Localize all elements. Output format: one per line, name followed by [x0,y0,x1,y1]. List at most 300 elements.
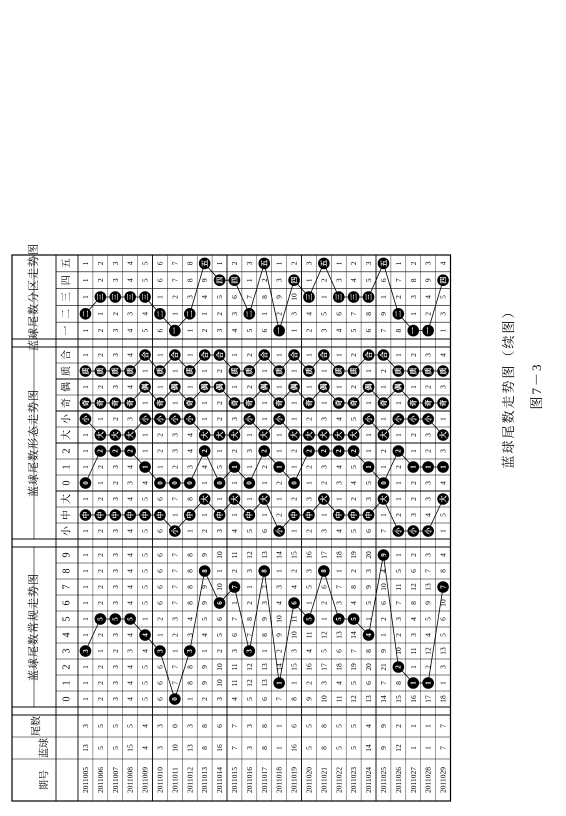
period-cell: 2011014 [215,767,225,793]
omission-cell: 15 [289,551,299,559]
omission-cell: 2 [289,569,299,573]
omission-cell: 4 [334,529,344,533]
header-tail: 尾数 [31,716,43,736]
omission-cell: 7 [378,681,388,685]
omission-cell: 2 [274,481,284,485]
omission-cell: 10 [378,583,388,591]
omission-cell: 1 [80,385,90,389]
omission-cell: 6 [155,697,165,701]
omission-cell: 2 [378,617,388,621]
omission-cell: 1 [304,601,314,605]
omission-cell: 3 [334,601,344,605]
omission-cell: 2 [95,665,105,669]
omission-cell: 4 [423,513,433,517]
hit-marker-label: 4 [364,633,373,637]
hit-marker-label: 三 [96,293,105,301]
hit-marker-label: 大 [260,495,269,503]
hit-marker-label: 小 [394,527,403,535]
tail-cell: 3 [244,724,254,728]
column-header: 8 [61,568,73,574]
omission-cell: 1 [170,401,180,405]
tail-cell: 9 [378,724,388,728]
ball-cell: 15 [125,744,135,752]
column-header: 偶 [61,382,73,392]
omission-cell: 7 [170,497,180,501]
hit-marker-label: 7 [230,585,239,589]
omission-cell: 3 [110,633,120,637]
omission-cell: 3 [215,328,225,333]
omission-cell: 1 [80,665,90,669]
tail-cell: 6 [215,724,225,728]
hit-marker-label: 中 [215,511,224,519]
hit-marker-label: 质 [245,367,254,375]
omission-cell: 2 [274,649,284,653]
omission-cell: 2 [110,311,120,316]
omission-cell: 2 [349,569,359,573]
omission-cell: 13 [334,631,344,639]
omission-cell: 1 [364,449,374,453]
omission-cell: 1 [185,529,195,533]
omission-cell: 6 [155,328,165,333]
omission-cell: 1 [200,311,210,316]
omission-cell: 6 [334,649,344,653]
omission-cell: 2 [95,569,105,573]
omission-cell: 1 [378,417,388,421]
ball-cell: 5 [334,746,344,750]
omission-cell: 2 [274,513,284,517]
omission-cell: 5 [244,697,254,701]
omission-cell: 4 [125,353,135,357]
header-section-shape: 蓝球尾数形态走势图 [28,389,40,497]
omission-cell: 2 [110,481,120,485]
hit-marker-label: 三 [364,293,373,301]
ball-cell: 16 [215,744,225,752]
omission-cell: 2 [110,649,120,653]
hit-marker-label: 1 [275,465,284,469]
period-cell: 2011010 [155,767,165,793]
omission-cell: 3 [229,649,239,653]
omission-cell: 1 [229,601,239,605]
omission-cell: 5 [364,481,374,485]
omission-cell: 1 [274,385,284,389]
omission-cell: 3 [110,569,120,573]
tail-cell: 1 [423,724,433,728]
omission-cell: 11 [289,615,299,623]
omission-cell: 6 [259,697,269,701]
ball-cell: 5 [95,746,105,750]
column-header: 质 [61,366,73,376]
omission-cell: 4 [125,497,135,501]
tail-cell: 8 [200,724,210,728]
column-header: 小 [61,414,73,424]
omission-cell: 1 [259,513,269,517]
hit-marker-label: 3 [81,649,90,653]
omission-cell: 6 [155,569,165,573]
omission-cell: 5 [393,569,403,573]
omission-cell: 4 [349,278,359,283]
omission-cell: 1 [80,569,90,573]
column-header: 2 [61,664,73,670]
omission-cell: 11 [334,695,344,703]
omission-cell: 5 [423,617,433,621]
hit-marker-label: 小 [275,527,284,535]
omission-cell: 11 [304,631,314,639]
hit-marker-label: 二 [245,310,254,318]
hit-marker-label: 五 [260,259,269,267]
hit-marker-label: 合 [290,351,299,359]
hit-marker-label: 2 [335,449,344,453]
hit-marker-label: 2 [320,449,329,453]
omission-cell: 4 [125,261,135,266]
omission-cell: 3 [423,353,433,357]
omission-cell: 9 [304,697,314,701]
column-header: 三 [61,292,73,302]
column-header: 1 [61,680,73,686]
omission-cell: 13 [423,583,433,591]
omission-cell: 3 [110,681,120,685]
hit-marker-label: 1 [230,465,239,469]
column-header: 6 [61,600,73,606]
omission-cell: 1 [185,353,195,357]
omission-cell: 4 [304,311,314,316]
omission-cell: 2 [244,601,254,605]
omission-cell: 8 [185,665,195,669]
column-header: 合 [61,350,73,360]
omission-cell: 1 [304,353,314,357]
hit-marker-label: 2 [200,449,209,453]
hit-marker-label: 质 [335,367,344,375]
omission-cell: 3 [438,385,448,389]
omission-cell: 1 [80,433,90,437]
omission-cell: 3 [423,261,433,266]
omission-cell: 7 [170,553,180,557]
omission-cell: 6 [364,681,374,685]
omission-cell: 2 [259,278,269,283]
omission-cell: 16 [304,663,314,671]
hit-marker-label: 合 [141,351,150,359]
omission-cell: 6 [155,553,165,557]
hit-marker-label: 小 [275,415,284,423]
column-header: 4 [61,632,73,638]
omission-cell: 1 [259,481,269,485]
hit-marker-label: 偶 [171,383,180,391]
hit-marker-label: 五 [200,259,209,267]
hit-marker-label: 中 [111,511,120,519]
omission-cell: 2 [408,481,418,485]
omission-cell: 5 [438,633,448,637]
omission-cell: 7 [170,278,180,283]
omission-cell: 2 [170,633,180,637]
hit-marker-label: 大 [200,495,209,503]
tail-cell: 3 [80,724,90,728]
ball-cell: 3 [244,746,254,750]
omission-cell: 1 [364,617,374,621]
omission-cell: 1 [304,481,314,485]
omission-cell: 6 [215,617,225,621]
omission-cell: 3 [229,311,239,316]
omission-cell: 6 [378,278,388,283]
omission-cell: 2 [378,369,388,373]
hit-marker-label: 大 [439,495,448,503]
omission-cell: 3 [304,569,314,573]
omission-cell: 6 [319,585,329,589]
hit-marker-label: 一 [171,327,180,335]
omission-cell: 9 [200,278,210,283]
omission-cell: 9 [200,553,210,557]
column-header: 五 [61,258,73,269]
omission-cell: 8 [185,261,195,266]
omission-cell: 1 [155,465,165,469]
tail-cell: 6 [289,724,299,728]
omission-cell: 3 [423,481,433,485]
omission-cell: 2 [289,261,299,266]
hit-marker-label: 小 [81,415,90,423]
omission-cell: 1 [289,465,299,469]
omission-cell: 2 [408,261,418,266]
omission-cell: 5 [349,465,359,469]
omission-cell: 1 [244,497,254,501]
omission-cell: 1 [155,633,165,637]
omission-cell: 3 [170,449,180,453]
hit-marker-label: 大 [111,431,120,439]
omission-cell: 5 [140,529,150,533]
tail-cell: 5 [95,724,105,728]
omission-cell: 1 [393,433,403,437]
omission-cell: 5 [364,278,374,283]
ball-cell: 8 [200,746,210,750]
omission-cell: 7 [378,529,388,533]
omission-cell: 8 [185,497,195,501]
omission-cell: 1 [334,497,344,501]
omission-cell: 4 [125,328,135,333]
omission-cell: 4 [125,697,135,701]
omission-cell: 3 [289,649,299,653]
hit-marker-label: 中 [290,511,299,519]
omission-cell: 2 [393,513,403,517]
hit-marker-label: 奇 [379,399,388,407]
period-cell: 2011005 [80,767,90,793]
hit-marker-label: 5 [335,617,344,621]
omission-cell: 1 [334,385,344,389]
hit-marker-label: 合 [215,351,224,359]
omission-cell: 3 [185,295,195,299]
omission-cell: 1 [200,513,210,517]
omission-cell: 3 [110,278,120,283]
hit-marker-label: 2 [111,449,120,453]
omission-cell: 11 [408,647,418,655]
hit-marker-label: 合 [200,351,209,359]
omission-cell: 4 [438,353,448,357]
tail-cell: 1 [408,724,418,728]
omission-cell: 1 [259,649,269,653]
hit-marker-label: 0 [171,481,180,485]
omission-cell: 10 [438,599,448,607]
omission-cell: 1 [200,401,210,405]
omission-cell: 1 [304,278,314,283]
hit-marker-label: 二 [156,310,165,318]
omission-cell: 1 [155,385,165,389]
omission-cell: 4 [200,465,210,469]
hit-marker-label: 三 [126,293,135,301]
omission-cell: 7 [393,601,403,605]
hit-marker-label: 奇 [81,399,90,407]
hit-marker-label: 中 [81,511,90,519]
omission-cell: 11 [393,583,403,591]
omission-cell: 3 [244,449,254,453]
omission-cell: 4 [423,295,433,299]
omission-cell: 3 [110,261,120,266]
hit-marker-label: 小 [156,415,165,423]
omission-cell: 1 [274,261,284,266]
omission-cell: 14 [274,551,284,559]
omission-cell: 8 [408,601,418,605]
omission-cell: 16 [304,551,314,559]
omission-cell: 6 [408,569,418,573]
hit-marker-label: 质 [186,367,195,375]
hit-marker-label: 偶 [260,383,269,391]
omission-cell: 1 [95,417,105,421]
omission-cell: 7 [170,261,180,266]
omission-cell: 17 [319,551,329,559]
omission-cell: 14 [349,631,359,639]
tail-cell: 5 [304,724,314,728]
tail-cell: 2 [393,724,403,728]
hit-marker-label: 中 [126,511,135,519]
hit-marker-label: 二 [81,310,90,318]
omission-cell: 1 [408,311,418,316]
period-cell: 2011006 [95,767,105,793]
hit-marker-label: 质 [439,367,448,375]
omission-cell: 11 [229,679,239,687]
tail-cell: 5 [349,724,359,728]
omission-cell: 7 [170,585,180,589]
omission-cell: 9 [378,649,388,653]
omission-cell: 2 [304,529,314,533]
omission-cell: 8 [393,328,403,333]
hit-marker-label: 奇 [305,399,314,407]
omission-cell: 5 [304,585,314,589]
omission-cell: 3 [244,569,254,573]
column-header: 7 [61,584,73,590]
hit-marker-label: 0 [156,481,165,485]
omission-cell: 1 [438,417,448,421]
omission-cell: 2 [259,585,269,589]
omission-cell: 1 [244,585,254,589]
tail-cell: 3 [155,724,165,728]
omission-cell: 1 [319,617,329,621]
omission-cell: 3 [364,497,374,501]
ball-cell: 1 [274,746,284,750]
omission-cell: 1 [364,401,374,405]
omission-cell: 10 [215,679,225,687]
ball-cell: 10 [170,744,180,752]
omission-cell: 2 [200,697,210,701]
hit-marker-label: 质 [409,367,418,375]
period-cell: 2011009 [140,767,150,793]
omission-cell: 1 [289,681,299,685]
omission-cell: 4 [229,529,239,533]
omission-cell: 19 [349,663,359,671]
omission-cell: 4 [229,697,239,701]
hit-marker-label: 2 [394,449,403,453]
omission-cell: 2 [319,481,329,485]
omission-cell: 1 [170,311,180,316]
omission-cell: 5 [140,261,150,266]
omission-cell: 2 [304,681,314,685]
omission-cell: 3 [215,697,225,701]
omission-cell: 10 [215,583,225,591]
hit-marker-label: 质 [111,367,120,375]
hit-marker-label: 1 [409,681,418,685]
omission-cell: 5 [319,311,329,316]
hit-marker-label: 1 [275,681,284,685]
omission-cell: 5 [140,665,150,669]
hit-marker-label: 质 [156,367,165,375]
omission-cell: 1 [80,353,90,357]
omission-cell: 7 [393,278,403,283]
omission-cell: 1 [438,328,448,333]
hit-marker-label: 5 [305,617,314,621]
header-section-zone: 蓝球尾数分区走势图 [28,243,40,351]
omission-cell: 4 [334,417,344,421]
omission-cell: 12 [408,583,418,591]
period-cell: 2011021 [319,767,329,793]
omission-cell: 1 [274,433,284,437]
omission-cell: 1 [274,353,284,357]
omission-cell: 2 [349,497,359,501]
figure-number: 图7－3 [529,362,544,410]
omission-cell: 12 [244,679,254,687]
hit-marker-label: 偶 [215,383,224,391]
period-cell: 2011025 [378,767,388,793]
omission-cell: 1 [408,665,418,669]
omission-cell: 5 [438,513,448,517]
omission-cell: 3 [125,417,135,421]
ball-cell: 16 [289,744,299,752]
omission-cell: 11 [229,663,239,671]
omission-cell: 21 [378,663,388,671]
hit-marker-label: 大 [230,431,239,439]
omission-cell: 1 [215,449,225,453]
omission-cell: 4 [274,601,284,605]
hit-marker-label: 偶 [320,383,329,391]
omission-cell: 4 [185,449,195,453]
omission-cell: 3 [334,481,344,485]
hit-marker-label: 2 [96,449,105,453]
period-cell: 2011028 [423,767,433,793]
omission-cell: 3 [423,497,433,501]
omission-cell: 4 [125,529,135,533]
omission-cell: 1 [319,513,329,517]
hit-marker-label: 小 [424,415,433,423]
ball-cell: 9 [378,746,388,750]
omission-cell: 4 [438,261,448,266]
omission-cell: 3 [125,481,135,485]
omission-cell: 4 [125,585,135,589]
hit-marker-label: 四 [290,276,299,284]
ball-cell: 5 [110,746,120,750]
omission-cell: 2 [95,553,105,557]
omission-cell: 13 [259,679,269,687]
hit-marker-label: 合 [320,351,329,359]
omission-cell: 1 [334,569,344,573]
hit-marker-label: 中 [349,511,358,519]
omission-cell: 5 [349,681,359,685]
omission-cell: 1 [274,569,284,573]
omission-cell: 1 [80,601,90,605]
period-cell: 2011024 [364,767,374,793]
hit-marker-label: 质 [424,367,433,375]
